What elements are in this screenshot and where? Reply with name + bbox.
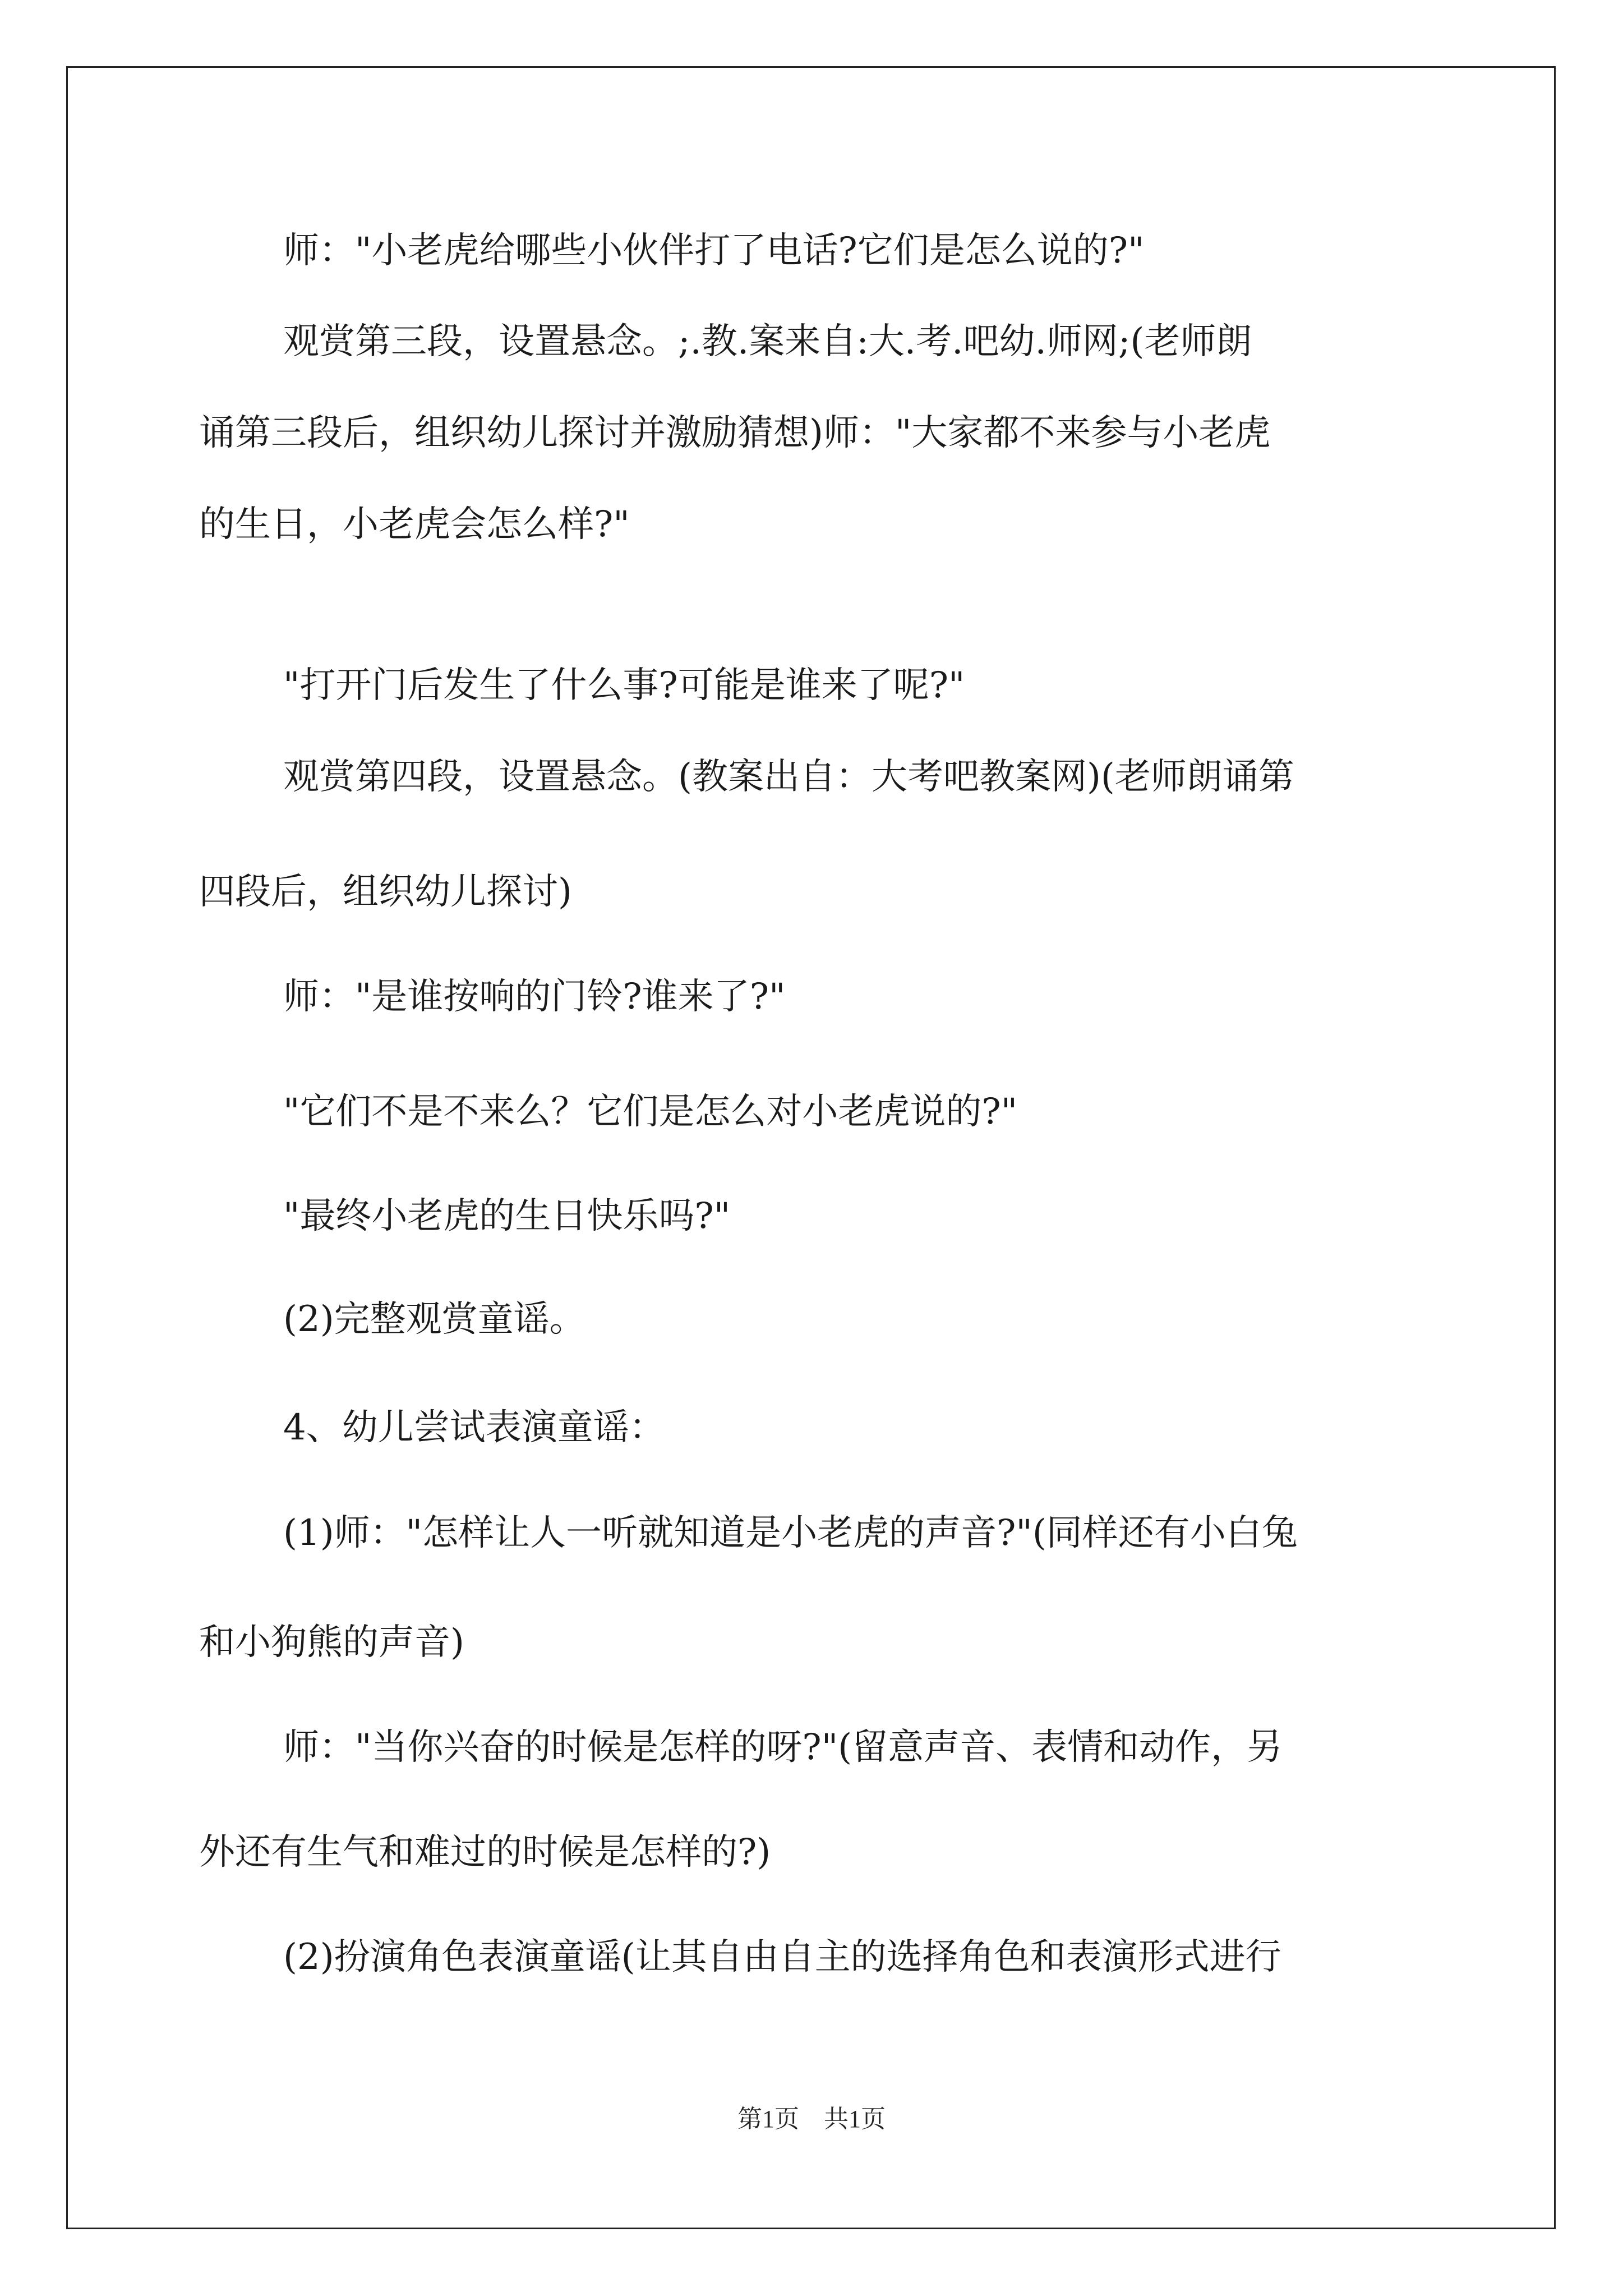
- paragraph-line: 诵第三段后，组织幼儿探讨并激励猜想)师："大家都不来参与小老虎: [199, 412, 1271, 454]
- paragraph-line: 师："是谁按响的门铃?谁来了?": [283, 976, 786, 1018]
- paragraph-line: "最终小老虎的生日快乐吗?": [283, 1195, 731, 1237]
- paragraph-line: 观赏第三段，设置悬念。;.教.案来自:大.考.吧幼.师网;(老师朗: [283, 321, 1252, 362]
- page-footer: [0, 2102, 1623, 2136]
- paragraph-line: (2)扮演角色表演童谣(让其自由自主的选择角色和表演形式进行: [283, 1936, 1281, 1978]
- paragraph-line: "它们不是不来么？它们是怎么对小老虎说的?": [283, 1091, 1018, 1133]
- paragraph-line: (2)完整观赏童谣。: [283, 1299, 585, 1340]
- paragraph-line: (1)师："怎样让人一听就知道是小老虎的声音?"(同样还有小白兔: [283, 1512, 1298, 1554]
- paragraph-line: 外还有生气和难过的时候是怎样的?): [199, 1832, 771, 1873]
- paragraph-line: 观赏第四段，设置悬念。(教案出自：大考吧教案网)(老师朗诵第: [283, 756, 1294, 798]
- paragraph-line: "打开门后发生了什么事?可能是谁来了呢?": [283, 665, 965, 706]
- paragraph-line: 和小狗熊的声音): [199, 1622, 464, 1663]
- paragraph-line: 四段后，组织幼儿探讨): [199, 871, 572, 913]
- paragraph-line: 师："小老虎给哪些小伙伴打了电话?它们是怎么说的?": [283, 230, 1145, 272]
- paragraph-line: 的生日，小老虎会怎么样?": [199, 504, 630, 545]
- page-border: [66, 66, 1556, 2229]
- paragraph-line: 4、幼儿尝试表演童谣：: [283, 1407, 665, 1448]
- paragraph-line: 师："当你兴奋的时候是怎样的呀?"(留意声音、表情和动作，另: [283, 1727, 1283, 1768]
- page-number-label: 第1页 共1页: [737, 2105, 886, 2133]
